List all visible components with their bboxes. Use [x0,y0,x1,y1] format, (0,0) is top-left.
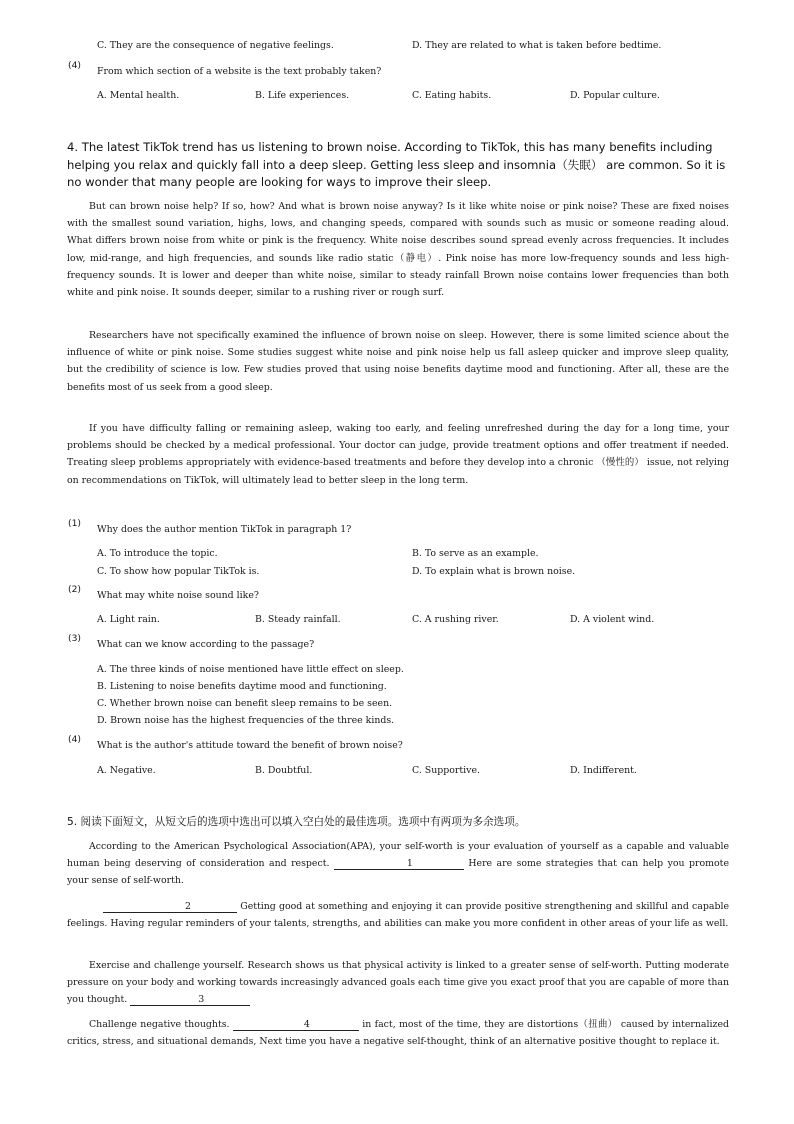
prev-q4-question: From which section of a website is the text probably taken? [97,66,382,77]
passage5-p1-text-b: Here are some strategies that can help you promote your sense of self-worth. [67,858,729,887]
q1-option-c[interactable]: C. To show how popular TikTok is. [97,566,260,577]
passage5-p4-text-b: in fact, most of the time, they are distortions（扭曲） caused by internalized critics, stress, and situational demands, Next time you have a negative self-thought, think of an alternative positive thought to replace it. [67,1019,730,1048]
passage5-paragraph-4 [67,1016,729,1050]
blank-1[interactable]: 1 [334,858,464,870]
q2-option-b[interactable]: B. Steady rainfall. [255,614,341,625]
passage4-paragraph-2: Researchers have not specifically examined the influence of brown noise on sleep. However, there is some limited science about the influence of white or pink noise. Some studies suggest white noise and pink noise help us fall asleep quicker and improve sleep quality, but the credibility of science is low. Few studies proved that using noise benefits daytime mood and functioning. After all, these are the benefits most of us seek from a good sleep. [67,330,729,393]
prev-q4-option-a[interactable]: A. Mental health. [97,90,180,101]
q4-option-c[interactable]: C. Supportive. [412,765,480,776]
q4-number: (4) [68,734,82,745]
prev-q4-option-d[interactable]: D. Popular culture. [570,90,660,101]
q4-option-b[interactable]: B. Doubtful. [255,765,313,776]
prev-q3-option-c[interactable]: C. They are the consequence of negative feelings. [97,40,334,51]
q1-number: (1) [68,518,82,529]
prev-q3-option-d[interactable]: D. They are related to what is taken before bedtime. [412,40,662,51]
q2-option-d[interactable]: D. A violent wind. [570,614,655,625]
q1-option-a[interactable]: A. To introduce the topic. [97,548,218,559]
prev-q4-number: (4) [68,60,82,71]
passage4-paragraph-3: If you have difficulty falling or remaining asleep, waking too early, and feeling unrefreshed during the day for a long time, your problems should be checked by a medical professional. Your doctor can judge, provide treatment options and offer treatment if needed. Treating sleep problems appropriately with evidence-based treatments and before they develop into a chronic （慢性的） issue, not relying on recommendations on TikTok, will ultimately lead to better sleep in the long term. [67,423,729,486]
q1-option-d[interactable]: D. To explain what is brown noise. [412,566,576,577]
q1-question: Why does the author mention TikTok in paragraph 1? [97,524,352,535]
q3-option-b[interactable]: B. Listening to noise benefits daytime mood and functioning. [97,681,387,692]
blank-3[interactable]: 3 [130,994,250,1006]
q2-option-c[interactable]: C. A rushing river. [412,614,499,625]
q2-question: What may white noise sound like? [97,590,259,601]
q4-option-a[interactable]: A. Negative. [97,765,156,776]
passage5-paragraph-3 [67,957,729,1009]
q3-option-a[interactable]: A. The three kinds of noise mentioned have little effect on sleep. [97,664,404,675]
q4-option-d[interactable]: D. Indifferent. [570,765,637,776]
q3-question: What can we know according to the passage? [97,639,315,650]
passage5-paragraph-1 [67,838,729,890]
passage5-paragraph-2 [67,898,729,932]
q1-option-b[interactable]: B. To serve as an example. [412,548,539,559]
prev-q4-option-b[interactable]: B. Life experiences. [255,90,350,101]
passage5-p2-text: Getting good at something and enjoying it can provide positive strengthening and skillful and capable feelings. Having regular reminders of your talents, strengths, and abilities can make you more confident in other areas of your life as well. [67,901,729,930]
q2-option-a[interactable]: A. Light rain. [97,614,160,625]
q4-question: What is the author's attitude toward the benefit of brown noise? [97,740,403,751]
q2-number: (2) [68,584,82,595]
q3-option-d[interactable]: D. Brown noise has the highest frequencies of the three kinds. [97,715,395,726]
passage5-p4-text-a: Challenge negative thoughts. [89,1019,230,1030]
passage5-p3-text: Exercise and challenge yourself. Research shows us that physical activity is linked to a greater sense of self-worth. Putting moderate pressure on your body and working towards increasingly advanced goals each time give you exact proof that you are capable of more than you thought. [67,960,729,1006]
passage5-p1-text-a: According to the American Psychological Association(APA), your self-worth is your evaluation of yourself as a capable and valuable human being deserving of consideration and respect. [67,841,729,870]
passage4-intro: 4. The latest TikTok trend has us listening to brown noise. According to TikTok, this has many benefits including helping you relax and quickly fall into a deep sleep. Getting less sleep and insomnia（失眠） are common. So it is no wonder that many people are looking for ways to improve their sleep. [67,140,726,189]
q3-number: (3) [68,633,82,644]
passage5-heading: 5. 阅读下面短文，从短文后的选项中选出可以填入空白处的最佳选项。选项中有两项为多余选项。 [67,816,526,828]
q3-option-c[interactable]: C. Whether brown noise can benefit sleep remains to be seen. [97,698,393,709]
passage4-paragraph-1: But can brown noise help? If so, how? And what is brown noise anyway? Is it like white noise or pink noise? These are fixed noises with the smallest sound variation, highs, lows, and changing speeds, compared with sounds such as music or someone reading aloud. What differs brown noise from white or pink is the frequency. White noise describes sound spread evenly across frequencies. It includes low, mid-range, and high frequencies, and sounds like radio static（静电）. Pink noise has more low-frequency sounds and less high-frequency sounds. It is lower and deeper than white noise, similar to steady rainfall Brown noise contains lower frequencies than both white and pink noise. It sounds deeper, similar to a rushing river or rough surf. [67,201,729,299]
blank-4[interactable]: 4 [233,1019,359,1031]
blank-2[interactable]: 2 [103,901,237,913]
prev-q4-option-c[interactable]: C. Eating habits. [412,90,492,101]
